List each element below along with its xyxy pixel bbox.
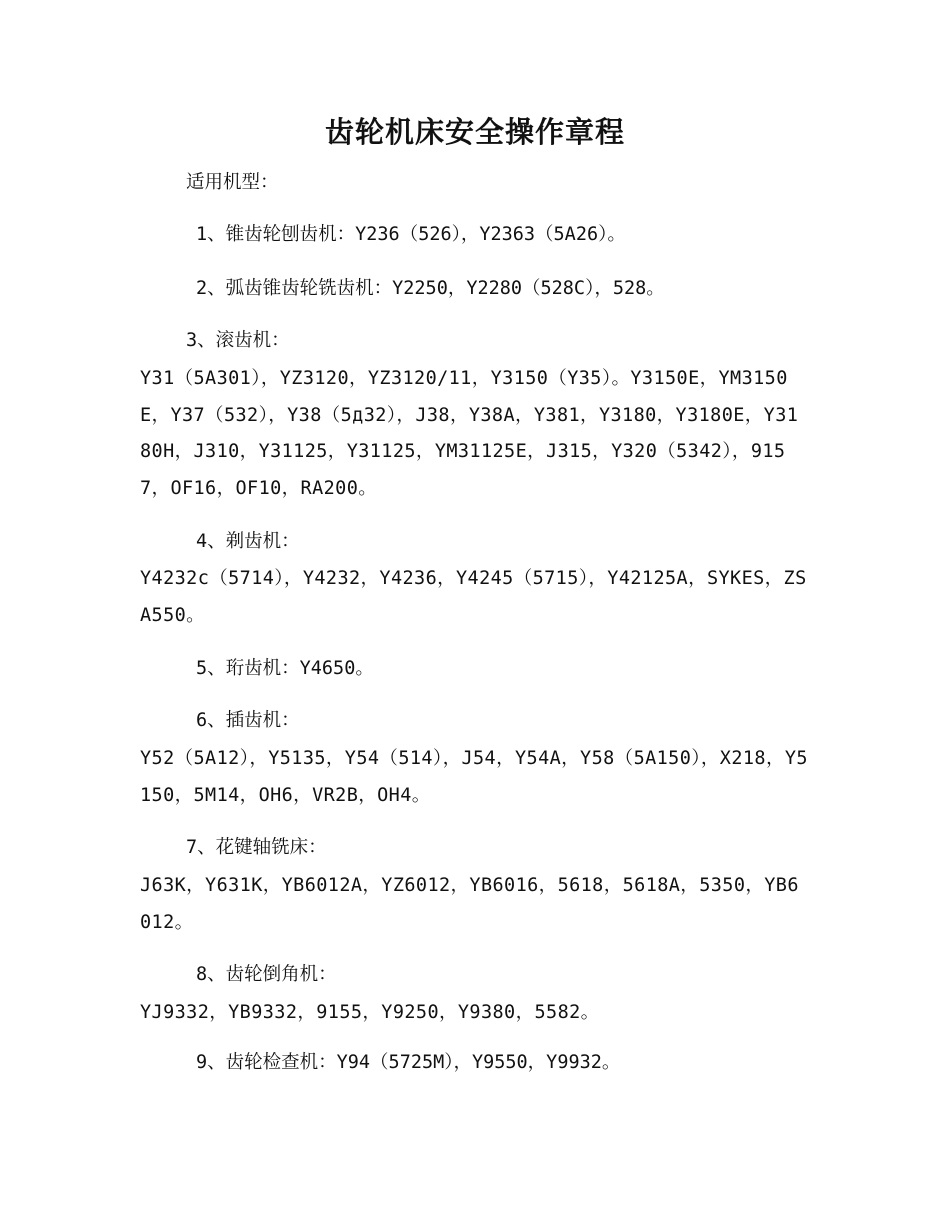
section-3-heading: 3、滚齿机： (186, 330, 290, 351)
section-8-heading: 8、齿轮倒角机： (196, 964, 337, 985)
section-2-heading: 2、弧齿锥齿轮铣齿机：Y2250，Y2280（528C），528。 (196, 278, 665, 299)
section-6-heading: 6、插齿机： (196, 710, 300, 731)
section-5-heading: 5、珩齿机：Y4650。 (196, 658, 374, 679)
section-9-heading: 9、齿轮检查机：Y94（5725M），Y9550，Y9932。 (196, 1052, 621, 1073)
section-4-body: Y4232c（5714），Y4232，Y4236，Y4245（5715），Y42125A，SYKES，ZSA550。 (140, 568, 807, 626)
intro-line: 适用机型： (186, 172, 279, 193)
document-title: 齿轮机床安全操作章程 (324, 115, 625, 149)
section-3-body: Y31（5A301），YZ3120，YZ3120/11，Y3150（Y35）。Y3150E，YM3150E，Y37（532），Y38（5д32），J38，Y38A，Y381，Y3180，Y3180E，Y3180H，J310，Y31125，Y31125，YM31125E，J315，Y320（5342），9157，OF16，OF10，RA200。 (140, 368, 799, 499)
section-8-body: YJ9332，YB9332，9155，Y9250，Y9380，5582。 (140, 1002, 600, 1023)
section-4-heading: 4、剃齿机： (196, 531, 300, 552)
section-7-body: J63K，Y631K，YB6012A，YZ6012，YB6016，5618，5618A，5350，YB6012。 (140, 875, 799, 933)
section-1-heading: 1、锥齿轮刨齿机：Y236（526），Y2363（5A26）。 (196, 224, 626, 245)
section-7-heading: 7、花键轴铣床： (186, 837, 327, 858)
section-6-body: Y52（5A12），Y5135，Y54（514），J54，Y54A，Y58（5A150），X218，Y5150，5M14，OH6，VR2B，OH4。 (140, 748, 808, 806)
